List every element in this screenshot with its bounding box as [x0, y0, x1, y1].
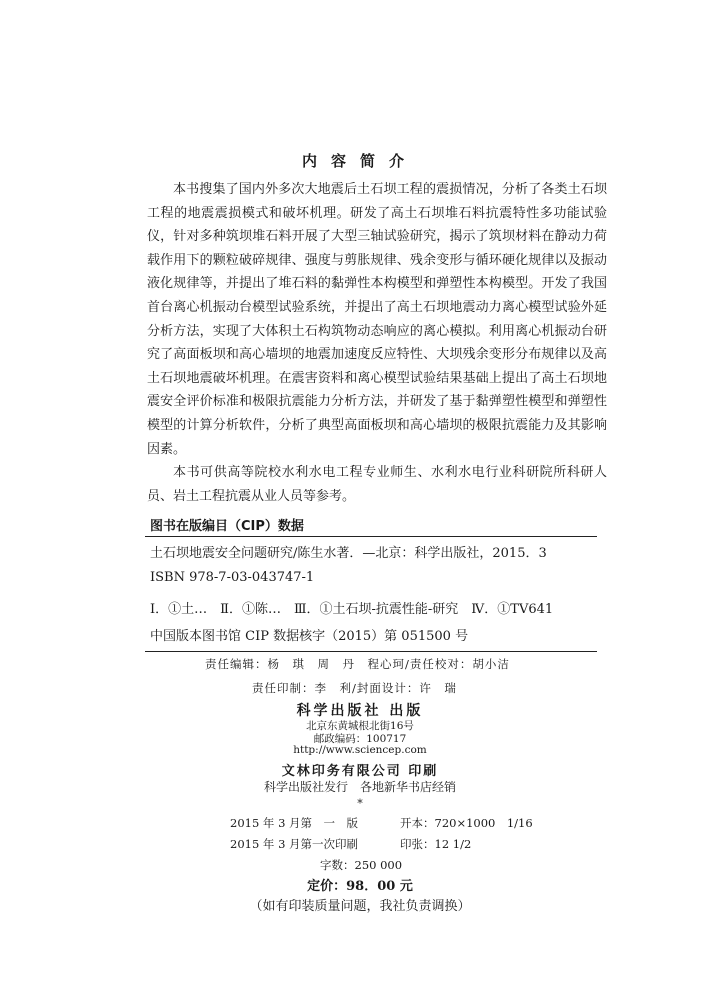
- format-line: 开本：720×1000 1/16: [400, 816, 533, 830]
- quality-notice: （如有印装质量问题，我社负责调换）: [249, 899, 471, 914]
- cip-bottom-rule: [145, 651, 597, 652]
- printing-line: 2015 年 3 月第一次印刷: [230, 837, 359, 851]
- credits-production: 责任印制：李 利/封面设计：许 瑞: [252, 681, 457, 695]
- word-count-line: 字数：250 000: [320, 858, 403, 872]
- abstract-paragraph: 本书搜集了国内外多次大地震后土石坝工程的震损情况，分析了各类土石坝工程的地震震损模式和破坏机理。研发了高土石坝堆石料抗震特性多功能试验仪，针对多种筑坝堆石料开展了大型三轴试验研究，揭示了筑坝材料在静动力荷载作用下的颗粒破碎规律、强度与剪胀规律、残余变形与循环硬化规律以及振动液化规律等，并提出了堆石料的黏弹性本构模型和弹塑性本构模型。开发了我国首台离心机振动台模型试验系统，并提出了高土石坝地震动力离心模型试验外延分析方法，实现了大体积土石构筑物动态响应的离心模拟。利用离心机振动台研究了高面板坝和高心墙坝的地震加速度反应特性、大坝残余变形分布规律以及高土石坝地震破坏机理。在震害资料和离心模型试验结果基础上提出了高土石坝地震安全评价标准和极限抗震能力分析方法，并研发了基于黏弹塑性模型和弹塑性模型的计算分析软件，分析了典型高面板坝和高心墙坝的极限抗震能力及其影响因素。: [147, 182, 607, 457]
- printer-name: 文林印务有限公司 印刷: [281, 764, 439, 779]
- distribution-line: 科学出版社发行 各地新华书店经销: [263, 780, 456, 794]
- publisher-address: 北京东黄城根北街16号: [306, 720, 414, 732]
- cip-top-rule: [145, 536, 597, 537]
- edition-line: 2015 年 3 月第 一 版: [230, 816, 359, 830]
- publisher-postcode: 邮政编码：100717: [313, 733, 407, 745]
- separator-star: *: [357, 797, 363, 810]
- price-line: 定价：98．00 元: [307, 879, 413, 894]
- sheets-line: 印张：12 1/2: [400, 837, 472, 851]
- cip-title-line: 土石坝地震安全问题研究/陈生水著．—北京：科学出版社，2015．3: [150, 546, 547, 561]
- abstract-body: [147, 178, 607, 508]
- cip-isbn: ISBN 978-7-03-043747-1: [150, 570, 315, 585]
- cip-library-record: 中国版本图书馆 CIP 数据核字（2015）第 051500 号: [150, 629, 469, 644]
- publisher-url: http://www.sciencep.com: [293, 744, 427, 756]
- credits-editors: 责任编辑：杨 琪 周 丹 程心珂/责任校对：胡小洁: [205, 657, 510, 671]
- abstract-paragraph: 本书可供高等院校水利水电工程专业师生、水利水电行业科研院所科研人员、岩土工程抗震从业人员等参考。: [147, 465, 607, 504]
- cip-classification: Ⅰ．①土… Ⅱ．①陈… Ⅲ．①土石坝-抗震性能-研究 Ⅳ．①TV641: [150, 602, 554, 617]
- abstract-title: 内容简介: [301, 152, 418, 170]
- cip-heading: 图书在版编目（CIP）数据: [150, 519, 304, 534]
- publisher-name: 科学出版社 出版: [296, 703, 424, 719]
